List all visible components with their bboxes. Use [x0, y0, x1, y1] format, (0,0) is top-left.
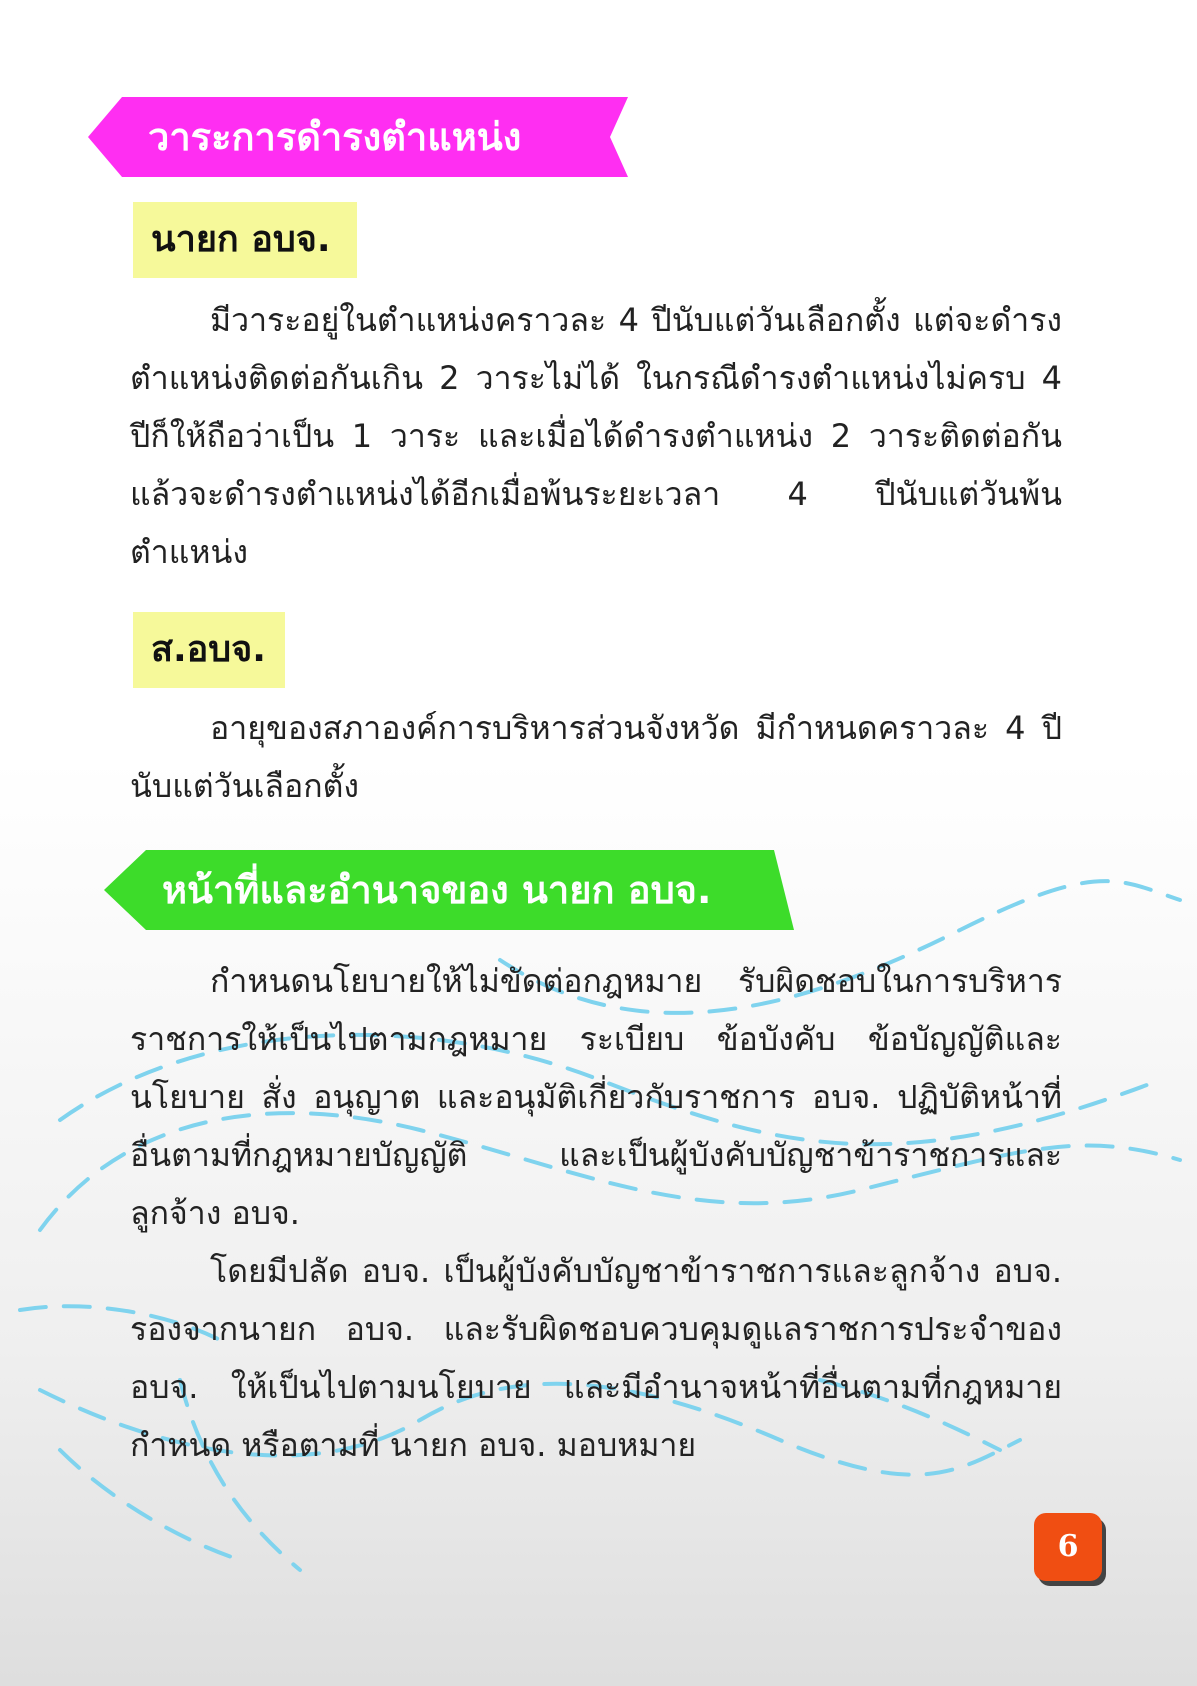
council-label: ส.อบจ.	[133, 612, 285, 688]
duties-text-1: กำหนดนโยบายให้ไม่ขัดต่อกฎหมาย รับผิดชอบในการบริหารราชการให้เป็นไปตามกฎหมาย ระเบียบ ข้อบังคับ ข้อบัญญัติและนโยบาย สั่ง อนุญาต และอนุมัติเกี่ยวกับราชการ อบจ. ปฏิบัติหน้าที่อื่นตามที่กฎหมายบัญญัติ และเป็นผู้บังคับบัญชาข้าราชการและลูกจ้าง อบจ.	[130, 962, 1062, 1232]
term-heading-banner	[88, 97, 628, 177]
term-heading-title: วาระการดำรงตำแหน่ง	[148, 115, 522, 159]
mayor-label: นายก อบจ.	[133, 202, 357, 278]
council-term-paragraph	[130, 699, 1062, 815]
council-term-text: อายุของสภาองค์การบริหารส่วนจังหวัด มีกำหนดคราวละ 4 ปีนับแต่วันเลือกตั้ง	[130, 709, 1062, 805]
mayor-term-text: มีวาระอยู่ในตำแหน่งคราวละ 4 ปีนับแต่วันเลือกตั้ง แต่จะดำรงตำแหน่งติดต่อกันเกิน 2 วาระไม่ได้ ในกรณีดำรงตำแหน่งไม่ครบ 4 ปีก็ให้ถือว่าเป็น 1 วาระ และเมื่อได้ดำรงตำแหน่ง 2 วาระติดต่อกันแล้วจะดำรงตำแหน่งได้อีกเมื่อพ้นระยะเวลา 4 ปีนับแต่วันพ้นตำแหน่ง	[130, 301, 1062, 571]
duties-paragraph-2	[130, 1242, 1062, 1474]
duties-paragraph-1	[130, 952, 1062, 1242]
mayor-term-paragraph	[130, 291, 1062, 581]
page-number-badge: 6	[1034, 1513, 1102, 1581]
duties-heading-banner	[104, 850, 794, 930]
duties-text-2: โดยมีปลัด อบจ. เป็นผู้บังคับบัญชาข้าราชการและลูกจ้าง อบจ. รองจากนายก อบจ. และรับผิดชอบควบคุมดูแลราชการประจำของ อบจ. ให้เป็นไปตามนโยบาย และมีอำนาจหน้าที่อื่นตามที่กฎหมายกำหนด หรือตามที่ นายก อบจ. มอบหมาย	[130, 1252, 1062, 1464]
duties-heading-title: หน้าที่และอำนาจของ นายก อบจ.	[162, 868, 712, 912]
